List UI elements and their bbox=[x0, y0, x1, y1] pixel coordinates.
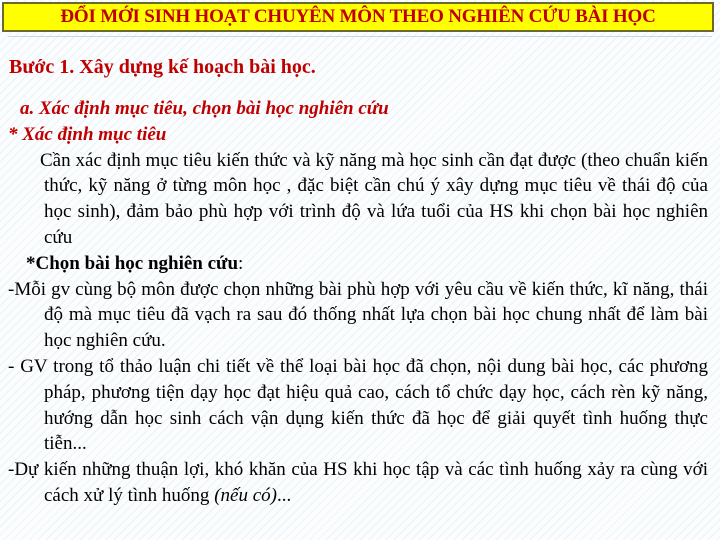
lesson-selection-colon: : bbox=[238, 252, 244, 274]
objective-paragraph bbox=[8, 148, 708, 251]
section-a-heading: a. Xác định mục tiêu, chọn bài học nghiên cứu bbox=[20, 98, 389, 119]
lesson-selection-heading bbox=[8, 251, 708, 277]
lesson-selection-label: *Chọn bài học nghiên cứu bbox=[26, 252, 239, 274]
objective-text: Cần xác định mục tiêu kiến thức và kỹ năng mà học sinh cần đạt được (theo chuẩn kiến thức, kỹ năng ở từng môn học , đặc biệt cần chú ý xây dựng mục tiêu về thái độ của học sinh), đảm bảo phù hợp với trình độ và lứa tuổi của HS khi chọn bài học nghiên cứu bbox=[40, 149, 708, 248]
title-divider bbox=[8, 36, 712, 37]
title-bar bbox=[2, 2, 714, 32]
slide-content bbox=[8, 96, 708, 509]
bullet-item-2: - GV trong tổ thảo luận chi tiết về thể loại bài học đã chọn, nội dung bài học, các phương pháp, phương tiện dạy học đạt hiệu quả cao, cách tổ chức dạy học, cách rèn kỹ năng, hướng dẫn học sinh cách vận dụng kiến thức đã học để giải quyết tình huống thực tiễn... bbox=[8, 355, 708, 455]
bullet-3-italic: (nếu có) bbox=[214, 484, 277, 506]
bullet-item-3 bbox=[8, 457, 708, 509]
bullet-3-text: -Dự kiến những thuận lợi, khó khăn của HS khi học tập và các tình huống xảy ra cùng với cách xử lý tình huống bbox=[8, 459, 708, 506]
step-heading: Bước 1. Xây dựng kế hoạch bài học. bbox=[9, 56, 316, 78]
bullet-3-ellipsis: ... bbox=[276, 484, 292, 506]
slide-title: ĐỔI MỚI SINH HOẠT CHUYÊN MÔN THEO NGHIÊN CỨU BÀI HỌC bbox=[60, 6, 656, 27]
objective-heading: * Xác định mục tiêu bbox=[8, 123, 167, 145]
bullet-item-1: -Mỗi gv cùng bộ môn được chọn những bài phù hợp với yêu cầu về kiến thức, kĩ năng, thái độ mà mục tiêu đã vạch ra sau đó thống nhất lựa chọn bài học chung nhất để làm bài học nghiên cứu. bbox=[8, 278, 708, 352]
